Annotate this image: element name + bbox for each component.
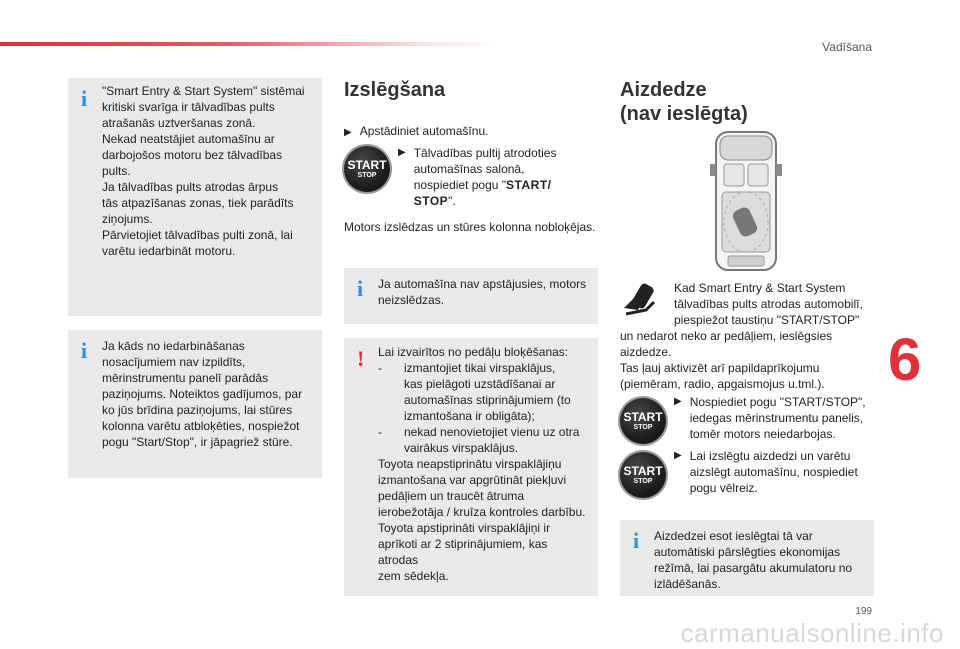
header-accent-bar	[0, 42, 500, 46]
text-line: automašīnas stiprinājumiem (to	[404, 393, 571, 407]
info-icon: i	[81, 86, 88, 111]
step-text: Apstādiniet automašīnu.	[359, 124, 489, 138]
text-line: aizdedze.	[620, 345, 672, 359]
title-line: Aizdedze	[620, 79, 707, 101]
info-icon: i	[81, 338, 88, 363]
text-line: Aizdedzei esot ieslēgtai tā var	[654, 529, 813, 543]
text-line: vairākus virspaklājus.	[404, 441, 519, 455]
start-label: START	[623, 463, 663, 478]
chapter-title: Vadīšana	[822, 40, 872, 54]
vehicle-top-view-illustration	[706, 128, 786, 274]
text-line: atrašanās uztveršanas zonā.	[102, 116, 256, 130]
key-label: START/	[506, 178, 552, 192]
text-line: Tālvadības pultij atrodoties	[413, 146, 557, 160]
step-press-ignition-on	[674, 394, 866, 442]
text-line: iedegas mērinstrumentu panelis,	[689, 411, 864, 425]
text-line: un nedarot neko ar pedāļiem, ieslēgsies	[620, 329, 833, 343]
list-item	[378, 424, 590, 456]
info-box-economy-mode	[620, 520, 874, 596]
text-line: tomēr motors neiedarbojas.	[689, 427, 836, 441]
text-line: piespiežot taustiņu "START/STOP"	[674, 313, 860, 327]
text-line: aprīkoti ar 2 stiprinājumiem, kas atrodas	[378, 537, 548, 567]
arrow-icon: ▶	[398, 147, 406, 158]
text-line: automātiski pārslēgties ekonomijas	[654, 545, 841, 559]
text-line: režīmā, lai pasargātu akumulatoru no	[654, 561, 853, 575]
step-stop-vehicle	[344, 123, 488, 141]
text-line: izmantošana var apgrūtināt piekļuvi	[378, 473, 567, 487]
section-title-ignition	[620, 78, 748, 126]
ignition-intro	[674, 280, 863, 328]
text-line: ierobežotāja / kruīza kontroles darbību.	[378, 505, 586, 519]
page-number: 199	[855, 606, 872, 617]
text-line: Ja automašīna nav apstājusies, motors	[378, 277, 587, 291]
text-line: ziņojums.	[102, 212, 153, 226]
text-part: ".	[448, 194, 456, 208]
arrow-icon: ▶	[344, 127, 352, 138]
text-line: izmantojiet tikai virspaklājus,	[404, 361, 556, 375]
start-stop-button-icon	[620, 398, 666, 444]
text-line: Nospiediet pogu "START/STOP",	[689, 395, 866, 409]
text-line: Pārvietojiet tālvadības pulti zonā, lai	[102, 228, 293, 242]
section-title-switch-off: Izslēgšana	[344, 79, 446, 101]
dash: -	[378, 361, 382, 375]
text-line: Nekad neatstājiet automašīnu ar	[102, 132, 275, 146]
text-line: tās atpazīšanas zonas, tiek parādīts	[102, 196, 294, 210]
result-text: Motors izslēdzas un stūres kolonna nobloķējas.	[344, 220, 596, 234]
text-line: pogu "Start/Stop", ir jāpagriež stūre.	[102, 435, 293, 449]
info-icon: i	[633, 528, 640, 553]
step-press-ignition-off	[674, 448, 858, 496]
text-line: Toyota apstiprināti virspaklājiņi ir	[378, 521, 551, 535]
info-text	[102, 338, 314, 450]
text-line: ko jūs brīdina paziņojums, lai stūres	[102, 403, 293, 417]
text-line: Lai izslēgtu aizdedzi un varētu	[689, 449, 851, 463]
text-part: nospiediet pogu "	[413, 178, 507, 192]
info-box-start-conditions	[68, 330, 322, 478]
dash: -	[378, 425, 382, 439]
text-line: Ja kāds no iedarbināšanas	[102, 339, 245, 353]
arrow-icon: ▶	[674, 396, 682, 407]
text-line: aizslēgt automašīnu, nospiediet	[689, 465, 858, 479]
text-line: izlādēšanās.	[654, 577, 721, 591]
start-stop-button-icon	[620, 452, 666, 498]
info-icon: i	[357, 276, 364, 301]
stop-label: STOP	[633, 423, 653, 431]
text-line: pedāļiem un traucēt ātruma	[378, 489, 525, 503]
info-box-not-stopped	[344, 268, 598, 324]
text-line: Toyota neapstiprinātu virspaklājiņu	[378, 457, 562, 471]
warning-box-pedals	[344, 338, 598, 596]
start-label: START	[623, 409, 663, 424]
text-line: zem sēdekļa.	[378, 569, 449, 583]
text-line	[414, 193, 557, 209]
text-line: Lai izvairītos no pedāļu bloķēšanas:	[378, 345, 569, 359]
chapter-number: 6	[888, 326, 922, 393]
text-line: Kad Smart Entry & Start System	[674, 281, 846, 295]
step-press-start-stop	[398, 145, 598, 209]
text-line: "Smart Entry & Start System" sistēmai	[102, 84, 305, 98]
stop-label: STOP	[633, 477, 653, 485]
text-line	[414, 177, 557, 193]
text-line: (piemēram, radio, apgaismojus u.tml.).	[620, 377, 825, 391]
text-line: kolonna varētu atbloķēties, nospiežot	[102, 419, 300, 433]
start-stop-button-icon	[344, 146, 390, 192]
ignition-intro-continued	[620, 328, 832, 392]
text-line: automašīnas salonā,	[413, 162, 525, 176]
text-line: paziņojums. Noteiktos gadījumos, par	[102, 387, 303, 401]
text-line: nosacījumiem nav izpildīts,	[102, 355, 246, 369]
text-line: Tas ļauj aktivizēt arī papildaprīkojumu	[620, 361, 820, 375]
info-text	[102, 83, 314, 259]
text-line: varētu iedarbināt motoru.	[102, 244, 236, 258]
start-label: START	[347, 157, 387, 172]
stop-label: STOP	[357, 171, 377, 179]
key-label: STOP	[413, 194, 449, 208]
text-line: Ja tālvadības pults atrodas ārpus	[102, 180, 279, 194]
text-line: tālvadības pults atrodas automobilī,	[674, 297, 863, 311]
text-line: nekad nenovietojiet vienu uz otra	[404, 425, 580, 439]
text-line: kritiski svarīga ir tālvadības pults	[102, 100, 275, 114]
warning-icon: !	[357, 346, 365, 371]
key-fob-in-hand-icon	[620, 280, 660, 318]
text-line: mērinstrumentu panelī parādās	[102, 371, 269, 385]
info-box-smart-entry	[68, 78, 322, 316]
text-line: neizslēdzas.	[378, 293, 445, 307]
text-line: darbojošos motoru bez tālvadības pults.	[102, 148, 283, 178]
text-line: pogu vēlreiz.	[689, 481, 758, 495]
arrow-icon: ▶	[674, 450, 682, 461]
watermark: carmanualsonline.info	[680, 618, 944, 648]
list-item	[378, 360, 590, 424]
title-line: (nav ieslēgta)	[620, 103, 748, 125]
text-line: izmantošana ir obligāta);	[404, 409, 535, 423]
text-line: kas pielāgoti uzstādīšanai ar	[404, 377, 556, 391]
